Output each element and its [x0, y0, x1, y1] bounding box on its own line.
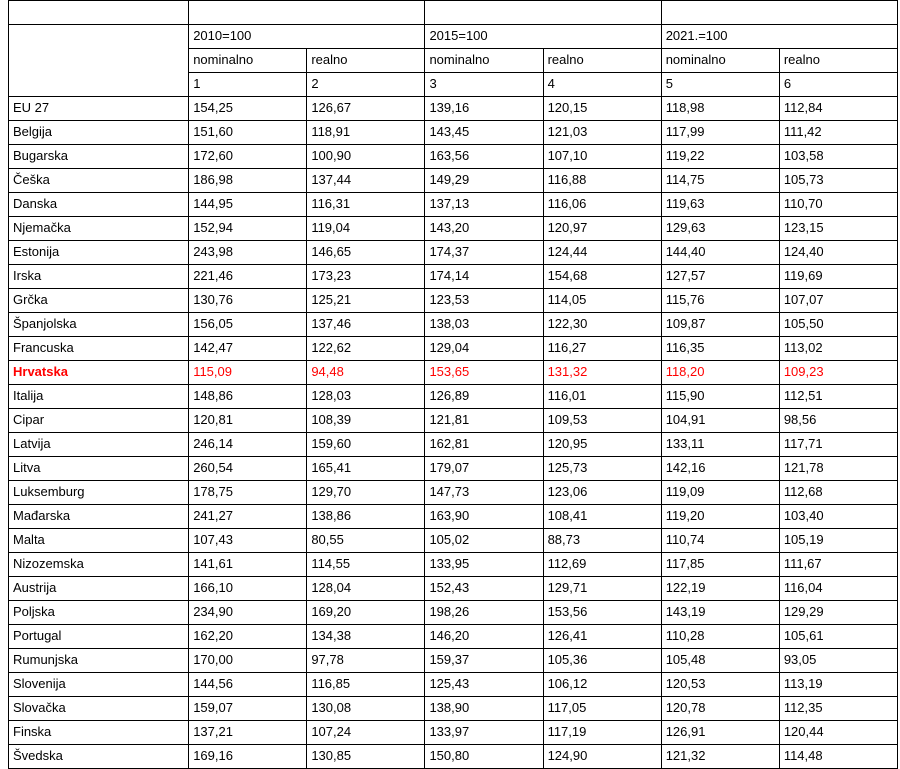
value-cell: 117,05: [543, 697, 661, 721]
value-cell: 124,40: [779, 241, 897, 265]
value-cell: 105,02: [425, 529, 543, 553]
value-cell: 159,37: [425, 649, 543, 673]
value-cell: 105,19: [779, 529, 897, 553]
value-cell: 117,71: [779, 433, 897, 457]
value-cell: 88,73: [543, 529, 661, 553]
value-cell: 104,91: [661, 409, 779, 433]
value-cell: 117,99: [661, 121, 779, 145]
value-cell: 163,56: [425, 145, 543, 169]
value-cell: 165,41: [307, 457, 425, 481]
value-cell: 114,48: [779, 745, 897, 769]
country-name-cell: EU 27: [9, 97, 189, 121]
value-cell: 123,53: [425, 289, 543, 313]
value-cell: 112,69: [543, 553, 661, 577]
column-number-3: 3: [425, 73, 543, 97]
country-name-cell: Latvija: [9, 433, 189, 457]
value-cell: 179,07: [425, 457, 543, 481]
table-row: [9, 265, 898, 289]
country-name-cell: Rumunjska: [9, 649, 189, 673]
table-row: [9, 721, 898, 745]
value-cell: 146,65: [307, 241, 425, 265]
value-cell: 109,53: [543, 409, 661, 433]
value-cell: 117,19: [543, 721, 661, 745]
value-cell: 100,90: [307, 145, 425, 169]
value-cell: 124,90: [543, 745, 661, 769]
table-corner-cell: [9, 25, 189, 97]
value-cell: 133,95: [425, 553, 543, 577]
table-row: [9, 313, 898, 337]
value-cell: 120,44: [779, 721, 897, 745]
country-name-cell: Španjolska: [9, 313, 189, 337]
value-cell: 121,03: [543, 121, 661, 145]
country-name-cell: Bugarska: [9, 145, 189, 169]
value-cell: 141,61: [189, 553, 307, 577]
value-cell: 166,10: [189, 577, 307, 601]
country-name-cell: Belgija: [9, 121, 189, 145]
group-header-2015: 2015=100: [425, 25, 661, 49]
value-cell: 133,97: [425, 721, 543, 745]
top-cut-group-2: [425, 1, 661, 25]
value-cell: 107,07: [779, 289, 897, 313]
value-cell: 144,40: [661, 241, 779, 265]
value-cell: 110,70: [779, 193, 897, 217]
country-name-cell: Austrija: [9, 577, 189, 601]
value-cell: 246,14: [189, 433, 307, 457]
value-cell: 146,20: [425, 625, 543, 649]
value-cell: 111,42: [779, 121, 897, 145]
value-cell: 116,31: [307, 193, 425, 217]
country-name-cell: Mađarska: [9, 505, 189, 529]
wage-index-table: [8, 0, 898, 769]
value-cell: 120,81: [189, 409, 307, 433]
table-row: [9, 385, 898, 409]
value-cell: 260,54: [189, 457, 307, 481]
value-cell: 134,38: [307, 625, 425, 649]
value-cell: 126,91: [661, 721, 779, 745]
value-cell: 116,04: [779, 577, 897, 601]
column-number-1: 1: [189, 73, 307, 97]
value-cell: 243,98: [189, 241, 307, 265]
value-cell: 129,63: [661, 217, 779, 241]
value-cell: 97,78: [307, 649, 425, 673]
table-row: [9, 673, 898, 697]
value-cell: 144,95: [189, 193, 307, 217]
value-cell: 121,81: [425, 409, 543, 433]
value-cell: 159,60: [307, 433, 425, 457]
table-row: [9, 481, 898, 505]
country-name-cell: Portugal: [9, 625, 189, 649]
table-row: [9, 361, 898, 385]
value-cell: 115,76: [661, 289, 779, 313]
value-cell: 162,20: [189, 625, 307, 649]
value-cell: 105,50: [779, 313, 897, 337]
value-cell: 172,60: [189, 145, 307, 169]
table-row: [9, 457, 898, 481]
table-body: [9, 1, 898, 97]
value-cell: 116,01: [543, 385, 661, 409]
value-cell: 121,78: [779, 457, 897, 481]
value-cell: 112,51: [779, 385, 897, 409]
value-cell: 105,73: [779, 169, 897, 193]
value-cell: 152,43: [425, 577, 543, 601]
value-cell: 142,16: [661, 457, 779, 481]
value-cell: 127,57: [661, 265, 779, 289]
table-row: [9, 241, 898, 265]
value-cell: 119,22: [661, 145, 779, 169]
value-cell: 153,65: [425, 361, 543, 385]
value-cell: 143,19: [661, 601, 779, 625]
value-cell: 137,46: [307, 313, 425, 337]
value-cell: 137,44: [307, 169, 425, 193]
value-cell: 147,73: [425, 481, 543, 505]
value-cell: 133,11: [661, 433, 779, 457]
value-cell: 115,90: [661, 385, 779, 409]
value-cell: 241,27: [189, 505, 307, 529]
table-row: [9, 601, 898, 625]
value-cell: 130,08: [307, 697, 425, 721]
value-cell: 118,91: [307, 121, 425, 145]
country-name-cell: Estonija: [9, 241, 189, 265]
table-row: [9, 289, 898, 313]
country-name-cell: Njemačka: [9, 217, 189, 241]
value-cell: 138,90: [425, 697, 543, 721]
value-cell: 125,73: [543, 457, 661, 481]
value-cell: 113,19: [779, 673, 897, 697]
country-name-cell: Finska: [9, 721, 189, 745]
group-header-row: [9, 25, 898, 49]
column-number-4: 4: [543, 73, 661, 97]
value-cell: 124,44: [543, 241, 661, 265]
value-cell: 123,15: [779, 217, 897, 241]
value-cell: 107,43: [189, 529, 307, 553]
value-cell: 116,88: [543, 169, 661, 193]
table-row: [9, 697, 898, 721]
value-cell: 149,29: [425, 169, 543, 193]
top-cut-group-3: [661, 1, 897, 25]
value-cell: 170,00: [189, 649, 307, 673]
value-cell: 116,27: [543, 337, 661, 361]
value-cell: 80,55: [307, 529, 425, 553]
value-cell: 103,40: [779, 505, 897, 529]
value-cell: 116,06: [543, 193, 661, 217]
group-header-2010: 2010=100: [189, 25, 425, 49]
value-cell: 118,98: [661, 97, 779, 121]
value-cell: 110,28: [661, 625, 779, 649]
country-name-cell: Slovačka: [9, 697, 189, 721]
value-cell: 114,05: [543, 289, 661, 313]
country-name-cell: Luksemburg: [9, 481, 189, 505]
table-row: [9, 217, 898, 241]
table-row: [9, 169, 898, 193]
value-cell: 144,56: [189, 673, 307, 697]
value-cell: 137,21: [189, 721, 307, 745]
value-cell: 112,35: [779, 697, 897, 721]
value-cell: 234,90: [189, 601, 307, 625]
table-row: [9, 121, 898, 145]
value-cell: 129,71: [543, 577, 661, 601]
country-name-cell: Litva: [9, 457, 189, 481]
country-name-cell: Slovenija: [9, 673, 189, 697]
value-cell: 126,67: [307, 97, 425, 121]
table-row: [9, 505, 898, 529]
value-cell: 98,56: [779, 409, 897, 433]
value-cell: 186,98: [189, 169, 307, 193]
value-cell: 162,81: [425, 433, 543, 457]
value-cell: 138,86: [307, 505, 425, 529]
value-cell: 93,05: [779, 649, 897, 673]
value-cell: 125,21: [307, 289, 425, 313]
value-cell: 119,69: [779, 265, 897, 289]
value-cell: 107,24: [307, 721, 425, 745]
value-cell: 112,84: [779, 97, 897, 121]
value-cell: 114,55: [307, 553, 425, 577]
sub-header-nominalno-2: nominalno: [425, 49, 543, 73]
table-row: [9, 553, 898, 577]
value-cell: 148,86: [189, 385, 307, 409]
country-name-cell: Nizozemska: [9, 553, 189, 577]
value-cell: 119,04: [307, 217, 425, 241]
country-name-cell: Francuska: [9, 337, 189, 361]
column-number-6: 6: [779, 73, 897, 97]
value-cell: 126,89: [425, 385, 543, 409]
table-row: [9, 649, 898, 673]
value-cell: 126,41: [543, 625, 661, 649]
value-cell: 109,87: [661, 313, 779, 337]
value-cell: 151,60: [189, 121, 307, 145]
value-cell: 122,19: [661, 577, 779, 601]
sub-header-realno-3: realno: [779, 49, 897, 73]
table-data-rows: [9, 97, 898, 769]
value-cell: 153,56: [543, 601, 661, 625]
table-row: [9, 529, 898, 553]
value-cell: 116,85: [307, 673, 425, 697]
value-cell: 139,16: [425, 97, 543, 121]
value-cell: 159,07: [189, 697, 307, 721]
value-cell: 128,03: [307, 385, 425, 409]
value-cell: 169,16: [189, 745, 307, 769]
value-cell: 131,32: [543, 361, 661, 385]
value-cell: 111,67: [779, 553, 897, 577]
value-cell: 105,36: [543, 649, 661, 673]
value-cell: 142,47: [189, 337, 307, 361]
table-top-cut-row: [9, 1, 898, 25]
country-name-cell: Švedska: [9, 745, 189, 769]
country-name-cell: Češka: [9, 169, 189, 193]
value-cell: 120,97: [543, 217, 661, 241]
value-cell: 128,04: [307, 577, 425, 601]
table-row: [9, 145, 898, 169]
value-cell: 129,04: [425, 337, 543, 361]
country-name-cell: Malta: [9, 529, 189, 553]
value-cell: 137,13: [425, 193, 543, 217]
top-cut-group-1: [189, 1, 425, 25]
sub-header-realno-2: realno: [543, 49, 661, 73]
value-cell: 169,20: [307, 601, 425, 625]
country-name-cell: Poljska: [9, 601, 189, 625]
value-cell: 154,68: [543, 265, 661, 289]
value-cell: 108,39: [307, 409, 425, 433]
value-cell: 152,94: [189, 217, 307, 241]
value-cell: 108,41: [543, 505, 661, 529]
value-cell: 105,48: [661, 649, 779, 673]
value-cell: 106,12: [543, 673, 661, 697]
value-cell: 178,75: [189, 481, 307, 505]
value-cell: 120,53: [661, 673, 779, 697]
value-cell: 120,78: [661, 697, 779, 721]
table-row: [9, 625, 898, 649]
country-name-cell: Italija: [9, 385, 189, 409]
country-name-cell: Cipar: [9, 409, 189, 433]
value-cell: 119,20: [661, 505, 779, 529]
value-cell: 119,63: [661, 193, 779, 217]
value-cell: 174,14: [425, 265, 543, 289]
sub-header-realno-1: realno: [307, 49, 425, 73]
country-name-cell: Grčka: [9, 289, 189, 313]
table-row: [9, 577, 898, 601]
value-cell: 130,76: [189, 289, 307, 313]
value-cell: 125,43: [425, 673, 543, 697]
table-row: [9, 745, 898, 769]
country-name-cell: Irska: [9, 265, 189, 289]
value-cell: 110,74: [661, 529, 779, 553]
value-cell: 173,23: [307, 265, 425, 289]
value-cell: 109,23: [779, 361, 897, 385]
value-cell: 112,68: [779, 481, 897, 505]
value-cell: 105,61: [779, 625, 897, 649]
value-cell: 103,58: [779, 145, 897, 169]
value-cell: 150,80: [425, 745, 543, 769]
value-cell: 221,46: [189, 265, 307, 289]
value-cell: 123,06: [543, 481, 661, 505]
value-cell: 119,09: [661, 481, 779, 505]
sub-header-nominalno-1: nominalno: [189, 49, 307, 73]
table-row: [9, 433, 898, 457]
value-cell: 138,03: [425, 313, 543, 337]
value-cell: 107,10: [543, 145, 661, 169]
table-row: [9, 97, 898, 121]
country-name-cell: Hrvatska: [9, 361, 189, 385]
table-row: [9, 193, 898, 217]
value-cell: 130,85: [307, 745, 425, 769]
top-cut-corner: [9, 1, 189, 25]
value-cell: 116,35: [661, 337, 779, 361]
value-cell: 94,48: [307, 361, 425, 385]
value-cell: 122,30: [543, 313, 661, 337]
value-cell: 121,32: [661, 745, 779, 769]
group-header-2021: 2021.=100: [661, 25, 897, 49]
table-row: [9, 337, 898, 361]
value-cell: 163,90: [425, 505, 543, 529]
value-cell: 129,29: [779, 601, 897, 625]
country-name-cell: Danska: [9, 193, 189, 217]
value-cell: 120,95: [543, 433, 661, 457]
value-cell: 113,02: [779, 337, 897, 361]
column-number-5: 5: [661, 73, 779, 97]
value-cell: 114,75: [661, 169, 779, 193]
value-cell: 120,15: [543, 97, 661, 121]
value-cell: 117,85: [661, 553, 779, 577]
value-cell: 174,37: [425, 241, 543, 265]
value-cell: 115,09: [189, 361, 307, 385]
value-cell: 143,45: [425, 121, 543, 145]
value-cell: 129,70: [307, 481, 425, 505]
value-cell: 143,20: [425, 217, 543, 241]
value-cell: 118,20: [661, 361, 779, 385]
table-row: [9, 409, 898, 433]
value-cell: 122,62: [307, 337, 425, 361]
value-cell: 156,05: [189, 313, 307, 337]
column-number-2: 2: [307, 73, 425, 97]
sub-header-nominalno-3: nominalno: [661, 49, 779, 73]
value-cell: 154,25: [189, 97, 307, 121]
value-cell: 198,26: [425, 601, 543, 625]
